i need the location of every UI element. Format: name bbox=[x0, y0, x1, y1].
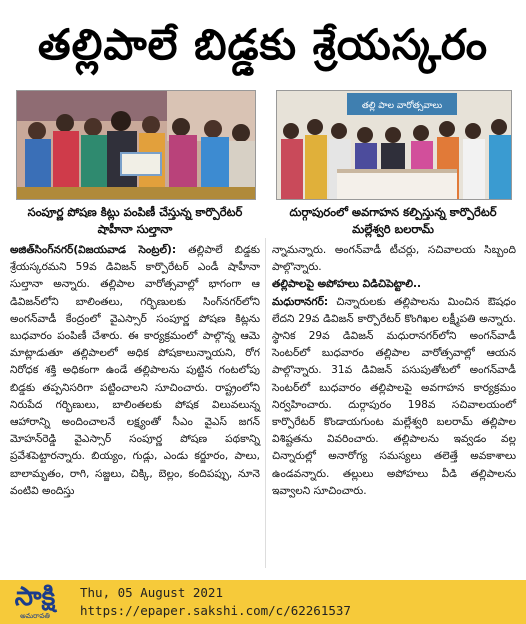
dateline-left: అజిత్‌సింగ్‌నగర్(విజయవాడ సెంట్రల్): bbox=[10, 244, 177, 256]
logo-text: సాక్షి bbox=[14, 582, 56, 612]
sakshi-logo bbox=[6, 584, 64, 620]
photo-left-illustration bbox=[17, 91, 255, 199]
footer-bar bbox=[0, 580, 526, 624]
column-divider bbox=[265, 238, 266, 568]
article-body-right: చిన్నారులకు తల్లిపాలను మించిన ఔషధం లేదని 29వ డివిజన్ కార్పొరేటర్ కొంగిఖల లక్ష్మీపతి అన్నారు. స్థానిక 29వ డివిజన్ మధురానగర్‌లోని అంగన్‌వాడీ సెంటర్‌లో బుధవారం తల్లిపాల వారోత్సవాల్లో ఆయన పాల్గొన్నారు. 31వ డివిజన్ పసుపుతోటలో అంగన్‌వాడీ సెంటర్‌లో బుధవారం తల్లిపాలపై అవగాహన కార్యక్రమం నిర్వహించారు. దుర్గాపురం 198వ సచివాలయంలో కార్పొరేటర్ కొండాయగుంట మల్లేశ్వరి బలరామ్ తల్లిపాల విశిష్టతను వివరించారు. తల్లిపాలను ఇవ్వడం వల్ల చిన్నారుల్లో అనారోగ్య సమస్యలు తలెత్తే అవకాశాలు ఉండవన్నారు. తల్లులు అపోహలు వీడి తల్లిపాలను ఇవ్వాలని సూచించారు. bbox=[272, 295, 516, 497]
article-column-left bbox=[10, 242, 260, 500]
edition-url[interactable]: https://epaper.sakshi.com/c/62261537 bbox=[80, 603, 351, 618]
article-paragraph bbox=[272, 294, 516, 500]
article-body-left: తల్లిపాలే బిడ్డకు శ్రేయస్కరమని 59వ డివిజన్ కార్పొరేటర్ ఎండీ షాహీనా సుల్తానా అన్నారు. తల్లిపాల వారోత్సవాల్లో భాగంగా ఆ డివిజన్‌లోని బాలింతలు, గర్భిణులకు సింగ్‌నగర్‌లోని అంగన్‌వాడీ కేంద్రంలో వైఎస్సార్ సంపూర్ణ పోషణ కిట్లను బుధవారం పంపిణీ చేశారు. ఈ కార్యక్రమంలో పాల్గొన్న ఆమె మాట్లాడుతూ తల్లిపాలలో అధిక పోషకాలున్నాయని, రోగ నిరోధక శక్తి అధికంగా ఉండే తల్లిపాలను పుట్టిన గంటలోపు బిడ్డకు తప్పనిసరిగా పట్టించాలని సూచించారు. రాష్ట్రంలోని నిరుపేద గర్భిణులు, బాలింతలకు పోషక విలువలున్న ఆహారాన్ని అందించాలనే లక్ష్యంతో సీఎం వైఎస్ జగన్ మోహన్‌రెడ్డి వైఎస్సార్ సంపూర్ణ పోషణ పథకాన్ని ప్రవేశపెట్టారన్నారు. బియ్యం, గుడ్లు, ఎండు కర్జూరం, పాలు, బాలామృతం, రాగి, సజ్జలు, చిక్కి, బెల్లం, కందిపప్పు, నూనె వంటివి అందిస్తు bbox=[10, 244, 260, 497]
article-column-right bbox=[272, 242, 516, 500]
article-continuation: న్నామన్నారు. అంగన్‌వాడీ టీచర్లు, సచివాలయ సిబ్బంది పాల్గొన్నారు. bbox=[272, 244, 516, 274]
caption-left: సంపూర్ణ పోషణ కిట్లు పంపిణీ చేస్తున్న కార్పొరేటర్ షాహీనా సుల్తానా bbox=[27, 205, 243, 236]
article-paragraph bbox=[10, 242, 260, 500]
caption-right: దుర్గాపురంలో అవగాహన కల్పిస్తున్న కార్పొరేటర్ మల్లేశ్వరి బలరామ్ bbox=[289, 205, 497, 236]
photo-awareness-program bbox=[276, 90, 512, 200]
photo-right-illustration bbox=[277, 91, 511, 199]
edition-date: Thu, 05 August 2021 bbox=[80, 585, 223, 600]
dateline-right: మధురానగర్: bbox=[272, 295, 329, 308]
photo-banner-text: తల్లి పాల వారోత్సవాలు bbox=[361, 101, 443, 111]
photo-kit-distribution bbox=[16, 90, 256, 200]
headline: తల్లిపాలే బిడ్డకు శ్రేయస్కరం bbox=[37, 20, 489, 69]
subheading: తల్లిపాలపై అపోహలు విడిచిపెట్టాలి.. bbox=[272, 278, 422, 291]
logo-edition: అమరావతి bbox=[20, 612, 50, 620]
